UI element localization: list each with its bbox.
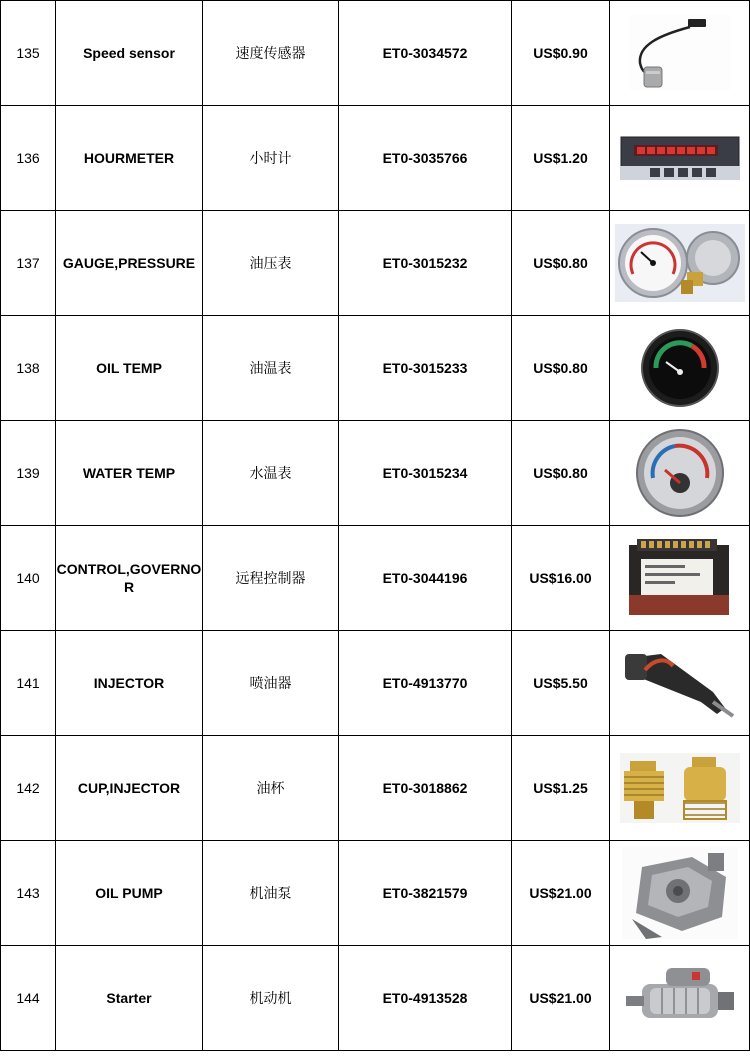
- part-code: ET0-3035766: [339, 106, 512, 211]
- starter-photo: [622, 958, 738, 1038]
- part-price: US$0.90: [512, 1, 610, 106]
- part-name: Starter: [56, 946, 203, 1051]
- part-price: US$1.25: [512, 736, 610, 841]
- part-name-chinese: 油温表: [203, 316, 339, 421]
- part-name: OIL TEMP: [56, 316, 203, 421]
- part-price: US$0.80: [512, 211, 610, 316]
- item-number: 141: [1, 631, 56, 736]
- table-row: [1, 106, 750, 211]
- part-name: INJECTOR: [56, 631, 203, 736]
- speed-sensor-photo: [630, 15, 730, 91]
- part-code: ET0-3015233: [339, 316, 512, 421]
- item-number: 139: [1, 421, 56, 526]
- table-row: [1, 946, 750, 1051]
- part-name: OIL PUMP: [56, 841, 203, 946]
- table-row: [1, 631, 750, 736]
- item-number: 135: [1, 1, 56, 106]
- table-row: [1, 736, 750, 841]
- item-number: 140: [1, 526, 56, 631]
- part-code: ET0-3018862: [339, 736, 512, 841]
- item-number: 138: [1, 316, 56, 421]
- oil-pump-photo: [622, 847, 738, 939]
- part-name-chinese: 小时计: [203, 106, 339, 211]
- part-name: CUP,INJECTOR: [56, 736, 203, 841]
- table-row: [1, 841, 750, 946]
- pressure-gauge-photo: [615, 224, 745, 302]
- injector-photo: [621, 644, 739, 722]
- part-price: US$5.50: [512, 631, 610, 736]
- part-name-chinese: 水温表: [203, 421, 339, 526]
- part-name-chinese: 机动机: [203, 946, 339, 1051]
- part-code: ET0-3015232: [339, 211, 512, 316]
- item-number: 137: [1, 211, 56, 316]
- oil-temp-gauge-photo: [640, 328, 720, 408]
- item-number: 142: [1, 736, 56, 841]
- part-price: US$0.80: [512, 316, 610, 421]
- table-row: [1, 211, 750, 316]
- part-code: ET0-3015234: [339, 421, 512, 526]
- part-name: Speed sensor: [56, 1, 203, 106]
- part-name-chinese: 速度传感器: [203, 1, 339, 106]
- table-row: [1, 316, 750, 421]
- injector-cup-photo: [620, 753, 740, 823]
- water-temp-gauge-photo: [635, 428, 725, 518]
- part-code: ET0-3034572: [339, 1, 512, 106]
- part-code: ET0-4913770: [339, 631, 512, 736]
- part-code: ET0-3821579: [339, 841, 512, 946]
- item-number: 136: [1, 106, 56, 211]
- part-code: ET0-3044196: [339, 526, 512, 631]
- table-row: [1, 421, 750, 526]
- part-name: WATER TEMP: [56, 421, 203, 526]
- item-number: 144: [1, 946, 56, 1051]
- part-name-chinese: 机油泵: [203, 841, 339, 946]
- part-price: US$21.00: [512, 946, 610, 1051]
- part-price: US$16.00: [512, 526, 610, 631]
- part-name-chinese: 喷油器: [203, 631, 339, 736]
- item-number: 143: [1, 841, 56, 946]
- part-name: HOURMETER: [56, 106, 203, 211]
- hourmeter-photo: [620, 136, 740, 180]
- part-price: US$1.20: [512, 106, 610, 211]
- part-price: US$21.00: [512, 841, 610, 946]
- table-row: [1, 1, 750, 106]
- part-code: ET0-4913528: [339, 946, 512, 1051]
- part-name-chinese: 油压表: [203, 211, 339, 316]
- part-name: GAUGE,PRESSURE: [56, 211, 203, 316]
- governor-controller-photo: [625, 535, 735, 621]
- part-name-chinese: 油杯: [203, 736, 339, 841]
- part-name-chinese: 远程控制器: [203, 526, 339, 631]
- part-name: CONTROL,GOVERNOR: [56, 526, 203, 631]
- table-row: [1, 526, 750, 631]
- part-price: US$0.80: [512, 421, 610, 526]
